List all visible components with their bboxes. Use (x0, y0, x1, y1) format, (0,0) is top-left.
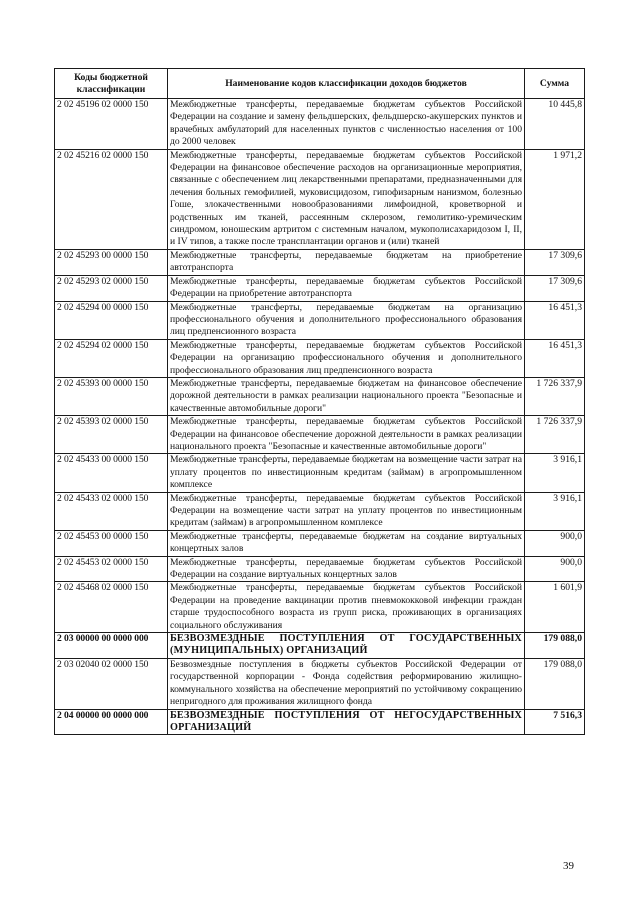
cell-name: Межбюджетные трансферты, передаваемые бюджетам субъектов Российской Федерации на финансовое обеспечение расходов на организационные мероприятия, связанные с обеспечением лиц лекарственными препаратами, предназначенными для лечения больных гемофилией, муковисцидозом, гипофизарным нанизмом, болезнью Гоше, злокачественными новообразованиями лимфоидной, кроветворной и родственных им тканей, рассеянным склерозом, гемолитико-уремическим синдромом, юношеским артритом с системным началом, мукополисахаридозом I, II, и IV типов, а также после трансплантации органов и (или) тканей (168, 149, 525, 249)
table-row (55, 556, 585, 582)
cell-sum: 179 088,0 (525, 633, 585, 659)
cell-code: 2 02 45196 02 0000 150 (55, 99, 168, 150)
cell-name: Межбюджетные трансферты, передаваемые бюджетам субъектов Российской Федерации на создание виртуальных концертных залов (168, 556, 525, 582)
table-row (55, 454, 585, 492)
cell-sum: 16 451,3 (525, 301, 585, 339)
table-row (55, 416, 585, 454)
cell-code: 2 02 45393 02 0000 150 (55, 416, 168, 454)
header-name: Наименование кодов классификации доходов бюджетов (168, 69, 525, 99)
table-row (55, 492, 585, 530)
cell-sum: 900,0 (525, 556, 585, 582)
cell-sum: 179 088,0 (525, 658, 585, 709)
table-body (55, 99, 585, 735)
page-number: 39 (563, 860, 574, 872)
cell-name: Межбюджетные трансферты, передаваемые бюджетам субъектов Российской Федерации на проведение вакцинации против пневмококковой инфекции граждан старше трудоспособного возраста из групп риска, проживающих в организациях социального обслуживания (168, 582, 525, 633)
cell-name: Межбюджетные трансферты, передаваемые бюджетам на создание виртуальных концертных залов (168, 530, 525, 556)
cell-sum: 17 309,6 (525, 249, 585, 275)
cell-name: Межбюджетные трансферты, передаваемые бюджетам субъектов Российской Федерации на создание и замену фельдшерских, фельдшерско-акушерских пунктов и врачебных амбулаторий для населенных пунктов с численностью населения от 100 до 2000 человек (168, 99, 525, 150)
table-row (55, 633, 585, 659)
cell-sum: 3 916,1 (525, 454, 585, 492)
cell-code: 2 02 45293 02 0000 150 (55, 275, 168, 301)
cell-name: Межбюджетные трансферты, передаваемые бюджетам на возмещение части затрат на уплату процентов по инвестиционным кредитам (займам) в агропромышленном комплексе (168, 454, 525, 492)
cell-sum: 900,0 (525, 530, 585, 556)
table-row (55, 530, 585, 556)
table-row (55, 275, 585, 301)
cell-name: Межбюджетные трансферты, передаваемые бюджетам на приобретение автотранспорта (168, 249, 525, 275)
table-row (55, 658, 585, 709)
cell-code: 2 02 45294 00 0000 150 (55, 301, 168, 339)
cell-code: 2 02 45294 02 0000 150 (55, 339, 168, 377)
cell-name: БЕЗВОЗМЕЗДНЫЕ ПОСТУПЛЕНИЯ ОТ ГОСУДАРСТВЕННЫХ (МУНИЦИПАЛЬНЫХ) ОРГАНИЗАЦИЙ (168, 633, 525, 659)
table-row (55, 339, 585, 377)
cell-name: Межбюджетные трансферты, передаваемые бюджетам субъектов Российской Федерации на финансовое обеспечение дорожной деятельности в рамках реализации национального проекта "Безопасные и качественные автомобильные дороги" (168, 416, 525, 454)
cell-name: Безвозмездные поступления в бюджеты субъектов Российской Федерации от государственной корпорации - Фонда содействия реформированию жилищно-коммунального хозяйства на обеспечение мероприятий по устойчивому сокращению непригодного для проживания жилищного фонда (168, 658, 525, 709)
cell-name: Межбюджетные трансферты, передаваемые бюджетам на организацию профессионального обучения и дополнительного профессионального образования лиц предпенсионного возраста (168, 301, 525, 339)
cell-sum: 1 726 337,9 (525, 377, 585, 415)
cell-code: 2 02 45433 00 0000 150 (55, 454, 168, 492)
cell-code: 2 02 45468 02 0000 150 (55, 582, 168, 633)
table-row (55, 249, 585, 275)
table-row (55, 301, 585, 339)
cell-sum: 16 451,3 (525, 339, 585, 377)
table-header-row (55, 69, 585, 99)
table-row (55, 582, 585, 633)
cell-code: 2 02 45433 02 0000 150 (55, 492, 168, 530)
cell-code: 2 02 45216 02 0000 150 (55, 149, 168, 249)
cell-code: 2 02 45453 02 0000 150 (55, 556, 168, 582)
cell-name: Межбюджетные трансферты, передаваемые бюджетам на финансовое обеспечение дорожной деятельности в рамках реализации национального проекта "Безопасные и качественные автомобильные дороги" (168, 377, 525, 415)
cell-code: 2 02 45453 00 0000 150 (55, 530, 168, 556)
cell-sum: 10 445,8 (525, 99, 585, 150)
header-code: Коды бюджетной классификации (55, 69, 168, 99)
cell-code: 2 04 00000 00 0000 000 (55, 709, 168, 735)
cell-code: 2 03 00000 00 0000 000 (55, 633, 168, 659)
cell-name: Межбюджетные трансферты, передаваемые бюджетам субъектов Российской Федерации на приобретение автотранспорта (168, 275, 525, 301)
cell-sum: 7 516,3 (525, 709, 585, 735)
cell-name: Межбюджетные трансферты, передаваемые бюджетам субъектов Российской Федерации на возмещение части затрат на уплату процентов по инвестиционным кредитам (займам) в агропромышленном комплексе (168, 492, 525, 530)
header-sum: Сумма (525, 69, 585, 99)
cell-name: БЕЗВОЗМЕЗДНЫЕ ПОСТУПЛЕНИЯ ОТ НЕГОСУДАРСТВЕННЫХ ОРГАНИЗАЦИЙ (168, 709, 525, 735)
cell-name: Межбюджетные трансферты, передаваемые бюджетам субъектов Российской Федерации на организацию профессионального обучения и дополнительного профессионального образования лиц предпенсионного возраста (168, 339, 525, 377)
cell-code: 2 03 02040 02 0000 150 (55, 658, 168, 709)
budget-revenue-table (54, 68, 585, 735)
table-row (55, 709, 585, 735)
cell-sum: 3 916,1 (525, 492, 585, 530)
table-row (55, 377, 585, 415)
cell-code: 2 02 45393 00 0000 150 (55, 377, 168, 415)
cell-sum: 17 309,6 (525, 275, 585, 301)
table-row (55, 149, 585, 249)
cell-code: 2 02 45293 00 0000 150 (55, 249, 168, 275)
table-row (55, 99, 585, 150)
cell-sum: 1 971,2 (525, 149, 585, 249)
cell-sum: 1 726 337,9 (525, 416, 585, 454)
cell-sum: 1 601,9 (525, 582, 585, 633)
